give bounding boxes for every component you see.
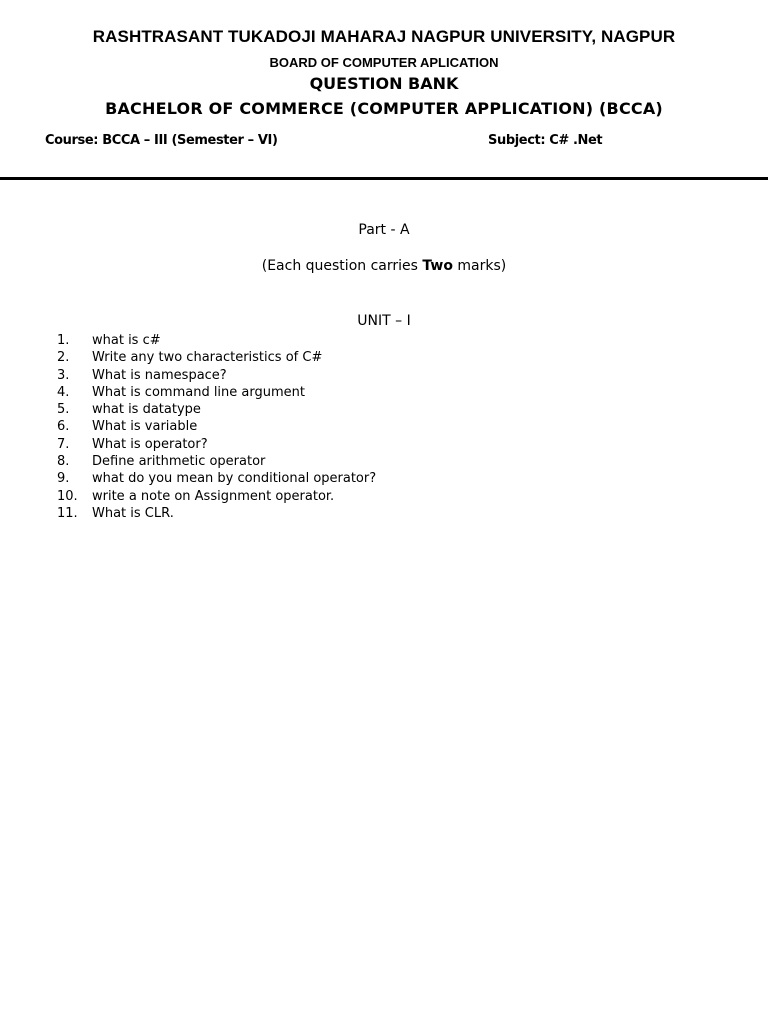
question-text: Write any two characteristics of C#	[92, 350, 323, 366]
question-number: 11.	[57, 505, 78, 521]
question-text: what is c#	[92, 333, 161, 348]
question-text: What is CLR.	[92, 505, 174, 521]
marks-note-count: Two	[422, 258, 453, 274]
document-type-title: QUESTION BANK	[309, 74, 459, 93]
subject-label: Subject: C# .Net	[488, 133, 603, 148]
header-divider	[0, 177, 768, 180]
university-title: RASHTRASANT TUKADOJI MAHARAJ NAGPUR UNIVERSITY, NAGPUR	[92, 27, 676, 46]
unit-title: UNIT – I	[357, 313, 411, 329]
question-number: 8.	[57, 454, 70, 470]
marks-note	[0, 258, 768, 274]
question-text: What is namespace?	[92, 367, 227, 383]
course-label: Course: BCCA – III (Semester – VI)	[45, 133, 278, 148]
question-text: What is operator?	[92, 436, 208, 452]
part-title: Part - A	[358, 222, 410, 238]
question-number: 4.	[57, 384, 70, 400]
question-text: what do you mean by conditional operator?	[92, 471, 377, 487]
question-number: 3.	[57, 367, 70, 383]
question-number: 9.	[57, 471, 70, 487]
question-number: 2.	[57, 350, 70, 366]
question-text: what is datatype	[92, 402, 201, 418]
degree-title: BACHELOR OF COMMERCE (COMPUTER APPLICATION) (BCCA)	[105, 99, 663, 118]
question-text: What is variable	[92, 419, 198, 435]
question-number: 5.	[57, 402, 70, 418]
question-text: write a note on Assignment operator.	[92, 488, 335, 504]
question-number: 10.	[57, 488, 78, 504]
question-number: 7.	[57, 436, 70, 452]
marks-note-prefix: (Each question carries	[261, 258, 423, 274]
marks-note-suffix: marks)	[452, 258, 507, 274]
question-number: 1.	[57, 333, 70, 348]
board-title: BOARD OF COMPUTER APLICATION	[269, 55, 499, 70]
question-text: What is command line argument	[92, 384, 305, 400]
question-number: 6.	[57, 419, 70, 435]
question-text: Define arithmetic operator	[92, 454, 266, 470]
